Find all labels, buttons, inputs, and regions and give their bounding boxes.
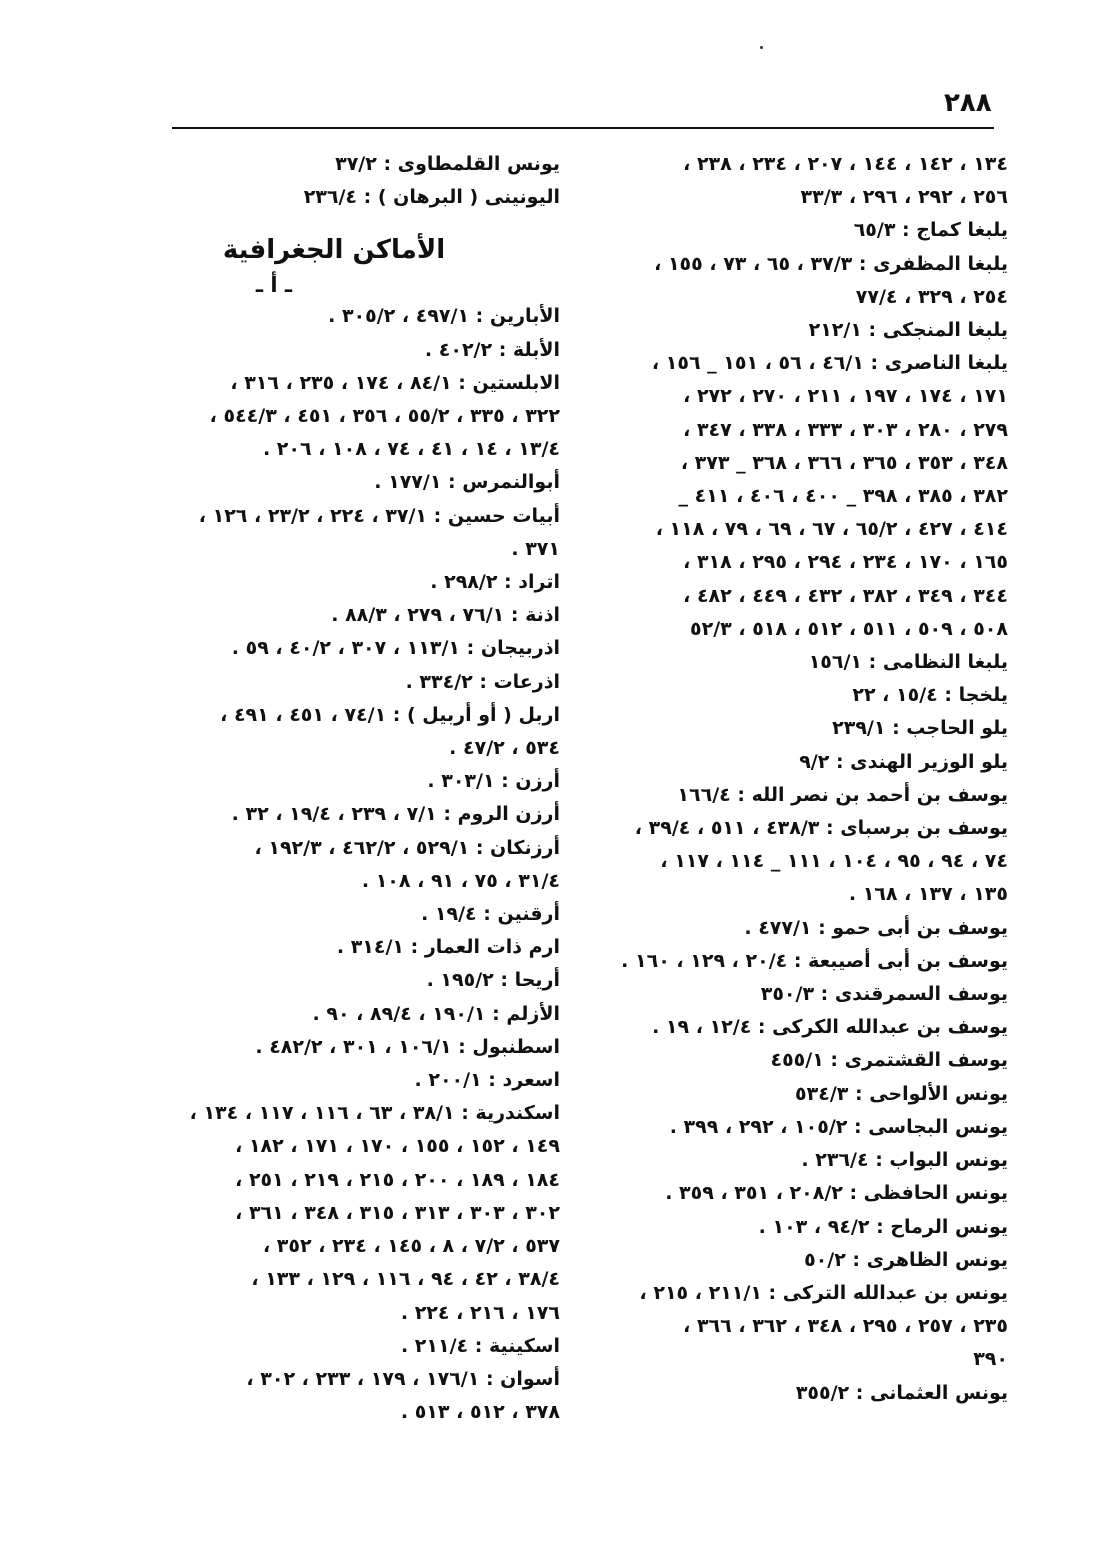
header-rule — [172, 127, 994, 129]
index-line: ٣٨/٤ ، ٤٢ ، ٩٤ ، ١١٦ ، ١٢٩ ، ١٣٣ ، — [251, 1268, 560, 1291]
index-line: يلبغا المنجكى : ٢١٢/١ — [808, 319, 1008, 342]
index-line: ١٧٦ ، ٢١٦ ، ٢٢٤ . — [400, 1301, 560, 1324]
index-line: ٢٧٩ ، ٢٨٠ ، ٣٠٣ ، ٣٣٣ ، ٣٣٨ ، ٣٤٧ ، — [683, 418, 1008, 441]
index-line: يونس البجاسى : ١٠٥/٢ ، ٢٩٢ ، ٣٩٩ . — [669, 1115, 1008, 1138]
index-line: ١٤٩ ، ١٥٢ ، ١٥٥ ، ١٧٠ ، ١٧١ ، ١٨٢ ، — [235, 1135, 560, 1158]
index-line: يوسف القشتمرى : ٤٥٥/١ — [770, 1049, 1008, 1072]
index-line: ٥٣٤ ، ٤٧/٢ . — [449, 737, 560, 760]
index-line: ٤١٤ ، ٤٢٧ ، ٦٥/٢ ، ٦٧ ، ٦٩ ، ٧٩ ، ١١٨ ، — [655, 518, 1008, 541]
index-line: ٥٠٨ ، ٥٠٩ ، ٥١١ ، ٥١٢ ، ٥١٨ ، ٥٢/٣ — [690, 617, 1008, 640]
index-line: اذرعات : ٣٣٤/٢ . — [405, 670, 560, 693]
index-line: يوسف بن برسباى : ٤٣٨/٣ ، ٥١١ ، ٣٩/٤ ، — [634, 817, 1008, 840]
index-line: يلبغا النظامى : ١٥٦/١ — [808, 651, 1008, 674]
index-line: أرزن الروم : ٧/١ ، ٢٣٩ ، ١٩/٤ ، ٣٢ . — [231, 803, 560, 826]
index-line: ١٨٤ ، ١٨٩ ، ٢٠٠ ، ٢١٥ ، ٢١٩ ، ٢٥١ ، — [235, 1168, 560, 1191]
index-line: يلبغا كماج : ٦٥/٣ — [853, 219, 1008, 242]
index-line: اسعرد : ٢٠٠/١ . — [414, 1069, 560, 1092]
index-line: اسكينية : ٢١١/٤ . — [400, 1334, 560, 1357]
index-line: يونس القلمطاوى : ٣٧/٢ — [335, 153, 560, 175]
index-line: ٣٤٤ ، ٣٤٩ ، ٣٨٢ ، ٤٣٢ ، ٤٤٩ ، ٤٨٢ ، — [683, 584, 1008, 607]
index-line: اليونينى ( البرهان ) : ٢٣٦/٤ — [303, 186, 560, 209]
index-line: ١٣٤ ، ١٤٢ ، ١٤٤ ، ٢٠٧ ، ٢٣٤ ، ٢٣٨ ، — [683, 153, 1008, 175]
index-line: ١٧١ ، ١٧٤ ، ١٩٧ ، ٢١١ ، ٢٧٠ ، ٢٧٢ ، — [683, 385, 1008, 408]
index-line: ٣١/٤ ، ٧٥ ، ٩١ ، ١٠٨ . — [361, 869, 560, 892]
index-line: أبيات حسين : ٣٧/١ ، ٢٢٤ ، ٢٣/٢ ، ١٢٦ ، — [198, 504, 560, 527]
index-line: يونس الرماح : ٩٤/٢ ، ١٠٣ . — [758, 1215, 1008, 1238]
index-entries-places — [168, 300, 560, 1429]
index-line: يلبغا الناصرى : ٤٦/١ ، ٥٦ ، ١٥١ _ ١٥٦ ، — [651, 352, 1008, 375]
index-line: يلو الحاجب : ٢٣٩/١ — [832, 717, 1008, 740]
index-line: ٥٣٧ ، ٧/٢ ، ٨ ، ١٤٥ ، ٢٣٤ ، ٣٥٢ ، — [262, 1235, 560, 1258]
index-line: أسوان : ١٧٦/١ ، ١٧٩ ، ٢٣٣ ، ٣٠٢ ، — [246, 1367, 560, 1390]
index-line: يلو الوزير الهندى : ٩/٢ — [799, 750, 1008, 773]
index-line: يلخجا : ١٥/٤ ، ٢٢ — [852, 684, 1008, 707]
scan-speck — [760, 46, 763, 49]
index-line: الابلستين : ٨٤/١ ، ١٧٤ ، ٢٣٥ ، ٣١٦ ، — [230, 371, 560, 394]
index-column-right — [610, 148, 1008, 1410]
section-title: الأماكن الجغرافية — [222, 235, 446, 266]
index-line: يوسف بن عبدالله الكركى : ١٢/٤ ، ١٩ . — [652, 1016, 1008, 1039]
index-line: ارم ذات العمار : ٣١٤/١ . — [336, 936, 560, 959]
index-line: يونس العثمانى : ٣٥٥/٢ — [795, 1381, 1008, 1404]
index-line: ٣٧٨ ، ٥١٢ ، ٥١٣ . — [400, 1401, 560, 1424]
index-entries-continued — [168, 148, 560, 214]
index-line: ١٦٥ ، ١٧٠ ، ٢٣٤ ، ٢٩٤ ، ٢٩٥ ، ٣١٨ ، — [683, 551, 1008, 574]
index-line: يلبغا المظفرى : ٣٧/٣ ، ٦٥ ، ٧٣ ، ١٥٥ ، — [654, 252, 1008, 275]
index-line: يوسف بن أبى أصيبعة : ٢٠/٤ ، ١٢٩ ، ١٦٠ . — [621, 949, 1008, 972]
index-line: ٣٠٢ ، ٣٠٣ ، ٣١٣ ، ٣١٥ ، ٣٤٨ ، ٣٦١ ، — [235, 1201, 560, 1224]
index-line: اتراد : ٢٩٨/٢ . — [430, 571, 560, 594]
index-line: يونس الحافظى : ٢٠٨/٢ ، ٣٥١ ، ٣٥٩ . — [665, 1182, 1008, 1205]
index-line: ٣٨٢ ، ٣٨٥ ، ٣٩٨ _ ٤٠٠ ، ٤٠٦ ، ٤١١ _ — [678, 485, 1008, 508]
index-line: يونس بن عبدالله التركى : ٢١١/١ ، ٢١٥ ، — [639, 1281, 1008, 1304]
index-line: ١٣/٤ ، ١٤ ، ٤١ ، ٧٤ ، ١٠٨ ، ٢٠٦ . — [262, 438, 560, 461]
index-line: الأزلم : ١٩٠/١ ، ٨٩/٤ ، ٩٠ . — [312, 1002, 560, 1025]
index-line: ٣٤٨ ، ٣٥٣ ، ٣٦٥ ، ٣٦٦ ، ٣٦٨ _ ٣٧٣ ، — [680, 451, 1008, 474]
index-line: اسطنبول : ١٠٦/١ ، ٣٠١ ، ٤٨٢/٢ . — [255, 1035, 560, 1058]
index-line: الأبارين : ٤٩٧/١ ، ٣٠٥/٢ . — [328, 305, 560, 328]
index-line: يونس الظاهرى : ٥٠/٢ — [804, 1248, 1008, 1271]
index-line: ٢٥٦ ، ٢٩٢ ، ٢٩٦ ، ٣٣/٣ — [800, 186, 1008, 209]
index-line: ٣٧١ . — [511, 537, 560, 560]
index-line: اربل ( أو أربيل ) : ٧٤/١ ، ٤٥١ ، ٤٩١ ، — [220, 703, 560, 726]
index-line: يونس الألواحى : ٥٣٤/٣ — [795, 1082, 1008, 1105]
index-line: الأبلة : ٤٠٢/٢ . — [424, 338, 560, 361]
index-line: اسكندرية : ٣٨/١ ، ٦٣ ، ١١٦ ، ١١٧ ، ١٣٤ ، — [189, 1102, 560, 1125]
index-line: ٢٣٥ ، ٢٥٧ ، ٢٩٥ ، ٣٤٨ ، ٣٦٢ ، ٣٦٦ ، — [683, 1315, 1008, 1338]
index-line: يوسف بن أحمد بن نصر الله : ١٦٦/٤ — [677, 783, 1008, 806]
index-line: ١٣٥ ، ١٣٧ ، ١٦٨ . — [848, 883, 1008, 906]
index-line: ٧٤ ، ٩٤ ، ٩٥ ، ١٠٤ ، ١١١ _ ١١٤ ، ١١٧ ، — [660, 850, 1008, 873]
index-column-left — [168, 148, 560, 1429]
page-number: ٢٨٨ — [944, 88, 992, 118]
index-line: أرزن : ٣٠٣/١ . — [427, 770, 560, 793]
index-line: يوسف بن أبى حمو : ٤٧٧/١ . — [744, 916, 1008, 939]
index-line: يونس البواب : ٢٣٦/٤ . — [801, 1149, 1008, 1172]
index-line: أريحا : ١٩٥/٢ . — [426, 969, 560, 992]
index-line: يوسف السمرقندى : ٣٥٠/٣ — [760, 983, 1008, 1006]
index-line: ٢٥٤ ، ٣٢٩ ، ٧٧/٤ — [855, 285, 1008, 308]
index-line: أبوالنمرس : ١٧٧/١ . — [374, 471, 560, 494]
section-letter: ـ أ ـ — [255, 273, 293, 298]
index-line: أرزنكان : ٥٢٩/١ ، ٤٦٢/٢ ، ١٩٢/٣ ، — [254, 836, 560, 859]
index-line: ٣٢٢ ، ٣٣٥ ، ٥٥/٢ ، ٣٥٦ ، ٤٥١ ، ٥٤٤/٣ ، — [209, 405, 560, 428]
index-line: اذنة : ٧٦/١ ، ٢٧٩ ، ٨٨/٣ . — [331, 604, 560, 627]
index-line: ٣٩٠ — [973, 1348, 1008, 1371]
index-line: اذربيجان : ١١٣/١ ، ٣٠٧ ، ٤٠/٢ ، ٥٩ . — [231, 637, 560, 660]
index-line: أرقنين : ١٩/٤ . — [421, 903, 560, 926]
